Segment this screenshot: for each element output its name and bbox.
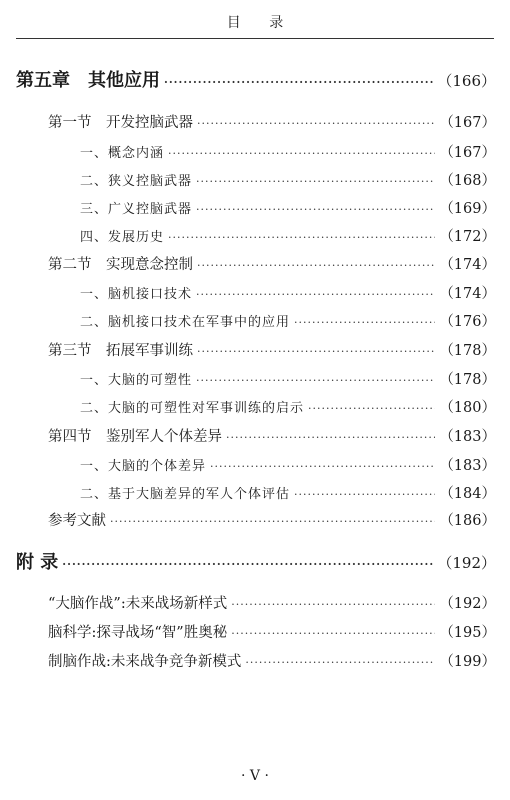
toc-entry-page: （174） bbox=[439, 286, 496, 302]
dot-leader bbox=[226, 431, 435, 444]
toc-entry-appendix-item[interactable] bbox=[48, 592, 496, 613]
toc-entry-appendix-item[interactable] bbox=[48, 650, 496, 671]
toc-entry-label: 参考文献 bbox=[48, 513, 106, 529]
toc-entry-label: 一、大脑的个体差异 bbox=[80, 459, 207, 474]
toc-entry-page: （186） bbox=[439, 513, 496, 529]
toc-entry-subsection[interactable] bbox=[80, 396, 496, 417]
toc-entry-section[interactable] bbox=[48, 339, 496, 360]
toc-entry-section[interactable] bbox=[48, 253, 496, 274]
page-header bbox=[16, 0, 494, 39]
toc-entry-page: （172） bbox=[439, 229, 496, 245]
dot-leader bbox=[62, 558, 433, 571]
toc-entry-subsection[interactable] bbox=[80, 141, 496, 162]
toc-entry-label: 第四节 鉴别军人个体差异 bbox=[48, 429, 222, 445]
toc-entry-label: 制脑作战:未来战争竞争新模式 bbox=[48, 654, 242, 670]
toc-entry-label: 一、概念内涵 bbox=[80, 146, 165, 161]
toc-entry-page: （195） bbox=[439, 625, 496, 641]
toc-entry-page: （192） bbox=[437, 554, 496, 572]
toc-entry-label: “大脑作战”:未来战场新样式 bbox=[48, 596, 228, 612]
dot-leader bbox=[168, 147, 435, 160]
toc-entry-page: （169） bbox=[439, 201, 496, 217]
dot-leader bbox=[308, 402, 435, 415]
dot-leader bbox=[196, 288, 435, 301]
toc-entry-label: 二、狭义控脑武器 bbox=[80, 174, 193, 189]
toc-entry-label: 二、基于大脑差异的军人个体评估 bbox=[80, 487, 291, 502]
toc-entry-subsection[interactable] bbox=[80, 310, 496, 331]
toc-entry-chapter[interactable] bbox=[16, 66, 496, 92]
toc-entry-subsection[interactable] bbox=[80, 282, 496, 303]
toc-entry-label: 第二节 实现意念控制 bbox=[48, 257, 193, 273]
dot-leader bbox=[231, 627, 435, 640]
toc-entry-appendix[interactable] bbox=[16, 548, 496, 574]
dot-leader bbox=[294, 488, 435, 501]
toc-entry-subsection[interactable] bbox=[80, 454, 496, 475]
toc-entry-label: 一、脑机接口技术 bbox=[80, 287, 193, 302]
dot-leader bbox=[197, 345, 435, 358]
toc-entry-page: （176） bbox=[439, 314, 496, 330]
dot-leader bbox=[196, 203, 435, 216]
dot-leader bbox=[231, 598, 435, 611]
toc-entry-label: 二、脑机接口技术在军事中的应用 bbox=[80, 315, 291, 330]
toc-entry-subsection[interactable] bbox=[80, 197, 496, 218]
toc-entry-section[interactable] bbox=[48, 425, 496, 446]
toc-entry-label: 一、大脑的可塑性 bbox=[80, 373, 193, 388]
dot-leader bbox=[196, 374, 435, 387]
toc-entry-page: （167） bbox=[439, 145, 496, 161]
toc-entry-page: （174） bbox=[439, 257, 496, 273]
toc-entry-subsection[interactable] bbox=[80, 482, 496, 503]
dot-leader bbox=[168, 231, 435, 244]
dot-leader bbox=[197, 259, 435, 272]
toc-entry-subsection[interactable] bbox=[80, 169, 496, 190]
toc-entry-page: （178） bbox=[439, 343, 496, 359]
toc-entry-page: （192） bbox=[439, 596, 496, 612]
toc-title: 目 录 bbox=[226, 15, 296, 31]
dot-leader bbox=[110, 515, 435, 528]
toc-entry-label: 四、发展历史 bbox=[80, 230, 165, 245]
toc-entry-page: （178） bbox=[439, 372, 496, 388]
toc-entry-page: （180） bbox=[439, 400, 496, 416]
toc-entry-section[interactable] bbox=[48, 111, 496, 132]
toc-entry-page: （184） bbox=[439, 486, 496, 502]
toc-entry-page: （183） bbox=[439, 458, 496, 474]
dot-leader bbox=[294, 316, 435, 329]
toc-entry-page: （167） bbox=[439, 115, 496, 131]
toc-entry-label: 三、广义控脑武器 bbox=[80, 202, 193, 217]
page-number: · V · bbox=[241, 768, 269, 784]
toc-entry-page: （199） bbox=[439, 654, 496, 670]
toc-entry-page: （168） bbox=[439, 173, 496, 189]
toc-entry-label: 附 录 bbox=[16, 552, 59, 573]
toc-entry-references[interactable] bbox=[48, 509, 496, 530]
toc-entry-subsection[interactable] bbox=[80, 368, 496, 389]
toc-entry-page: （183） bbox=[439, 429, 496, 445]
toc-entry-subsection[interactable] bbox=[80, 225, 496, 246]
toc-entry-label: 二、大脑的可塑性对军事训练的启示 bbox=[80, 401, 305, 416]
dot-leader bbox=[196, 175, 435, 188]
toc-entry-label: 第三节 拓展军事训练 bbox=[48, 343, 193, 359]
dot-leader bbox=[245, 656, 435, 669]
dot-leader bbox=[197, 117, 435, 130]
toc-entry-page: （166） bbox=[437, 72, 496, 90]
dot-leader bbox=[164, 76, 433, 89]
toc-entry-label: 第五章 其他应用 bbox=[16, 70, 160, 91]
toc-entry-label: 第一节 开发控脑武器 bbox=[48, 115, 193, 131]
dot-leader bbox=[210, 460, 435, 473]
toc-entry-label: 脑科学:探寻战场“智”胜奥秘 bbox=[48, 625, 228, 641]
toc-entry-appendix-item[interactable] bbox=[48, 621, 496, 642]
